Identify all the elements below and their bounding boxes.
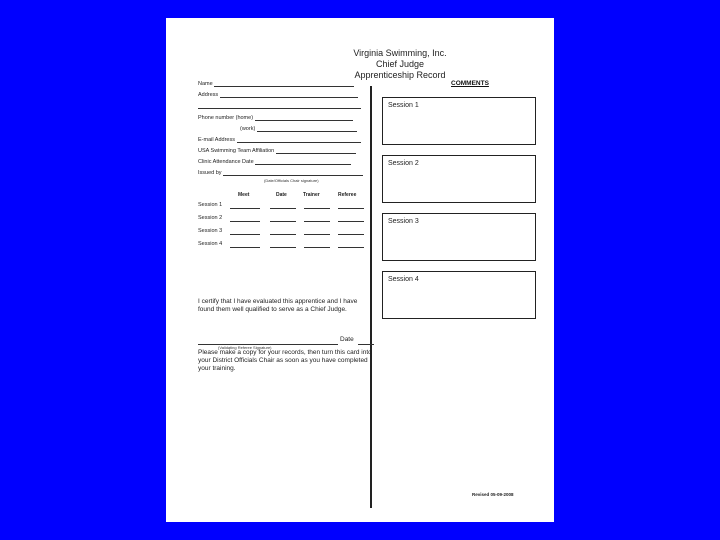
comment-box-session-3[interactable] [382, 213, 536, 261]
signature-note: (Validating Referee Signature) [218, 345, 272, 350]
phone-home-field[interactable] [198, 114, 353, 121]
date-blank [270, 215, 296, 222]
comments-heading: COMMENTS [451, 80, 489, 87]
phone-work-line [257, 125, 357, 132]
address-label: Address [198, 92, 219, 98]
date-blank [270, 228, 296, 235]
instructions-text: Please make a copy for your records, then turn this card into your District Officials Chair as soon as you have completed your training. [198, 349, 372, 372]
name-label: Name [198, 81, 213, 87]
clinic-date-label: Clinic Attendance Date [198, 159, 254, 165]
name-line [214, 80, 354, 87]
clinic-date-line [255, 158, 351, 165]
trainer-blank [304, 215, 330, 222]
phone-home-label: Phone number (home) [198, 115, 254, 121]
issued-by-line [223, 169, 363, 176]
col-meet: Meet [238, 192, 250, 198]
comment-box-label: Session 1 [388, 102, 419, 109]
address-line-2-rule [198, 102, 361, 109]
issued-by-label: Issued by [198, 170, 222, 176]
session-row-label: Session 2 [198, 215, 223, 221]
meet-blank [230, 241, 260, 248]
phone-work-field[interactable] [240, 125, 357, 132]
session-row-3[interactable] [198, 228, 222, 234]
comment-box-session-2[interactable] [382, 155, 536, 203]
affiliation-line [276, 147, 356, 154]
date-blank [270, 202, 296, 209]
meet-blank [230, 228, 260, 235]
title-line-role: Chief Judge [375, 59, 425, 69]
phone-work-label: (work) [240, 126, 256, 132]
date-blank [270, 241, 296, 248]
comment-box-label: Session 3 [388, 218, 419, 225]
col-trainer: Trainer [303, 192, 320, 198]
referee-blank [338, 241, 364, 248]
column-divider [370, 86, 372, 508]
referee-blank [338, 215, 364, 222]
trainer-blank [304, 241, 330, 248]
session-row-2[interactable] [198, 215, 222, 221]
issued-by-note: (Date/Officials Chair signature) [264, 178, 319, 183]
email-field[interactable] [198, 136, 361, 143]
col-referee: Referee [338, 192, 357, 198]
comment-box-label: Session 4 [388, 276, 419, 283]
session-row-label: Session 1 [198, 202, 223, 208]
form-title [166, 48, 554, 81]
issued-by-field[interactable] [198, 169, 363, 176]
session-row-4[interactable] [198, 241, 222, 247]
certify-statement: I certify that I have evaluated this apprentice and I have found them well qualified to serve as a Chief Judge. [198, 298, 358, 313]
address-line-2[interactable] [198, 102, 361, 109]
meet-blank [230, 202, 260, 209]
affiliation-field[interactable] [198, 147, 356, 154]
comment-box-session-1[interactable] [382, 97, 536, 145]
comment-box-session-4[interactable] [382, 271, 536, 319]
comment-box-label: Session 2 [388, 160, 419, 167]
form-page [166, 18, 554, 522]
phone-home-line [255, 114, 353, 121]
trainer-blank [304, 228, 330, 235]
clinic-date-field[interactable] [198, 158, 351, 165]
email-line [237, 136, 361, 143]
revision-date: Revised 05-09-2008 [472, 492, 514, 497]
referee-blank [338, 202, 364, 209]
name-field[interactable] [198, 80, 354, 87]
col-date: Date [276, 192, 287, 198]
title-line-org: Virginia Swimming, Inc. [353, 48, 447, 58]
date-label: Date [340, 336, 354, 343]
referee-blank [338, 228, 364, 235]
session-row-label: Session 4 [198, 241, 223, 247]
affiliation-label: USA Swimming Team Affiliation [198, 148, 275, 154]
session-row-1[interactable] [198, 202, 222, 208]
trainer-blank [304, 202, 330, 209]
email-label: E-mail Address [198, 137, 235, 143]
date-line [358, 344, 374, 345]
session-row-label: Session 3 [198, 228, 223, 234]
meet-blank [230, 215, 260, 222]
address-field[interactable] [198, 91, 358, 98]
title-line-record: Apprenticeship Record [354, 70, 446, 80]
address-line [220, 91, 358, 98]
